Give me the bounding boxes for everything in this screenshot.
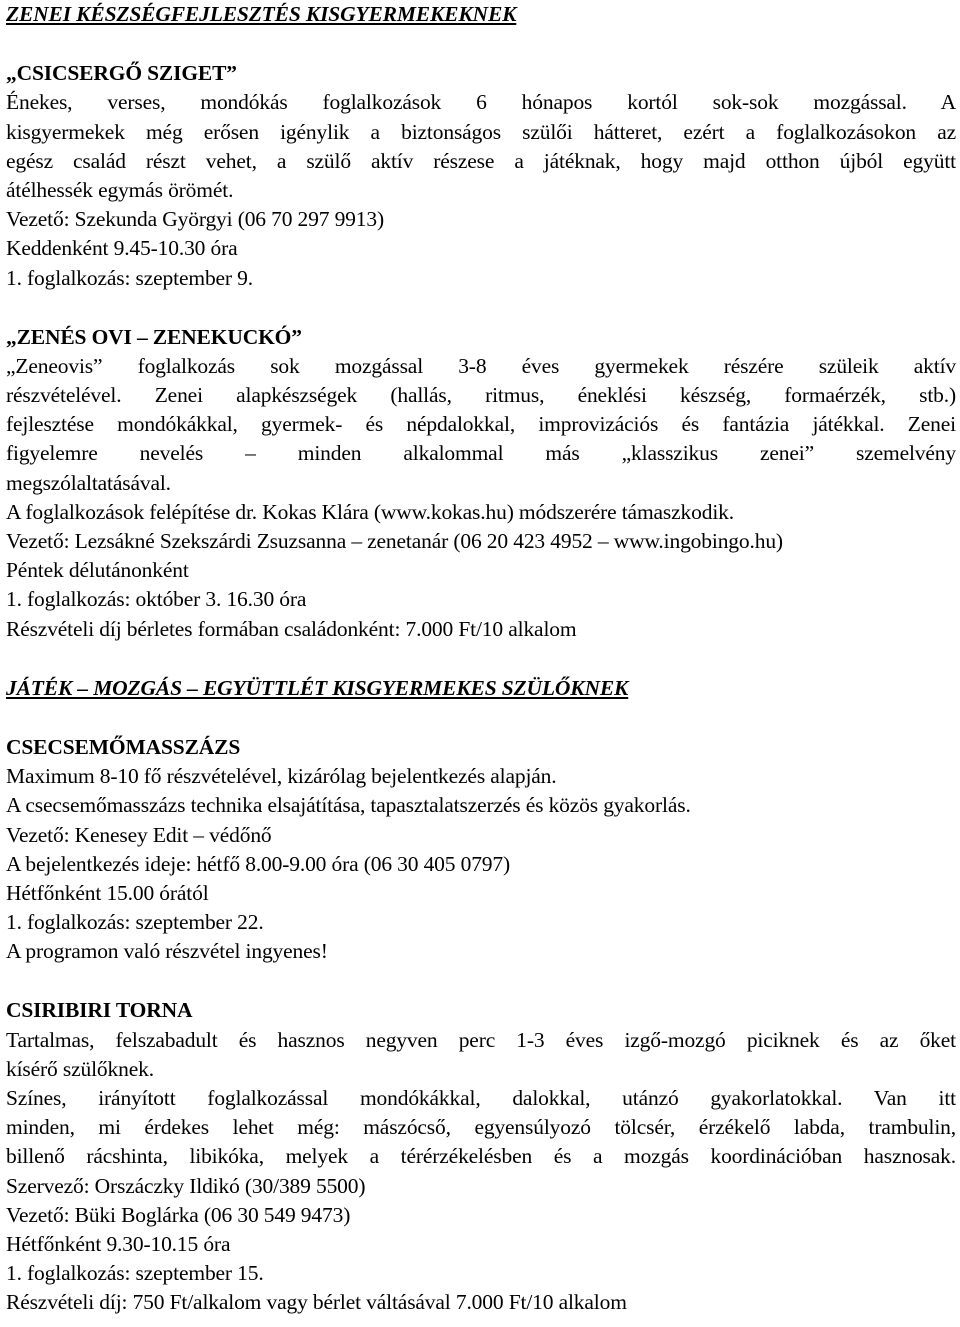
document-page (6, 0, 956, 1318)
program-text-line: fejlesztése mondókákkal, gyermek- és népdalokkal, improvizációs és fantázia játékkal. Zenei (6, 412, 956, 437)
program-text-line: kisgyermekek még erősen igénylik a biztonságos szülői hátteret, ezért a foglalkozásokon az (6, 119, 956, 144)
program-first-session: 1. foglalkozás: szeptember 22. (6, 910, 264, 935)
program-fee: Részvételi díj bérletes formában családonként: 7.000 Ft/10 alkalom (6, 616, 577, 641)
program-text-line: részvételével. Zenei alapkészségek (hallás, ritmus, éneklési készség, formaérzék, stb.) (6, 383, 956, 408)
program-first-session: 1. foglalkozás: október 3. 16.30 óra (6, 587, 307, 612)
program-first-session: 1. foglalkozás: szeptember 15. (6, 1261, 264, 1286)
section-heading: JÁTÉK – MOZGÁS – EGYÜTTLÉT KISGYERMEKES SZÜLŐKNEK (6, 675, 629, 700)
spacer (6, 703, 956, 733)
spacer (6, 29, 956, 59)
program-text-line: Énekes, verses, mondókás foglalkozások 6 hónapos kortól sok-sok mozgással. A (6, 90, 956, 115)
program-text-line: átélhessék egymás örömét. (6, 177, 234, 202)
program-text-line: „Zeneovis” foglalkozás sok mozgással 3-8 éves gyermekek részére szüleik aktív (6, 353, 956, 378)
program-leader: Vezető: Lezsákné Szekszárdi Zsuzsanna – zenetanár (06 20 423 4952 – www.ingobingo.hu) (6, 529, 783, 553)
program-text-line: A foglalkozások felépítése dr. Kokas Klára (www.kokas.hu) módszerére támaszkodik. (6, 499, 734, 524)
program-text-line: A csecsemőmasszázs technika elsajátítása, tapasztalatszerzés és közös gyakorlás. (6, 793, 691, 818)
program-schedule: Keddenként 9.45-10.30 óra (6, 236, 238, 261)
spacer (6, 966, 956, 996)
program-title: „CSICSERGŐ SZIGET” (6, 61, 237, 86)
program-text-line: minden, mi érdekes lehet még: mászócső, egyensúlyozó tölcsér, érzékelő labda, trambulin, (6, 1115, 956, 1140)
spacer (6, 293, 956, 323)
program-leader: Vezető: Szekunda Györgyi (06 70 297 9913) (6, 207, 384, 232)
program-fee: A programon való részvétel ingyenes! (6, 939, 328, 964)
program-leader: Vezető: Kenesey Edit – védőnő (6, 822, 272, 847)
program-text-line: figyelemre nevelés – minden alkalommal más „klasszikus zenei” szemelvény (6, 441, 956, 466)
program-text-line: egész család részt vehet, a szülő aktív részese a játéknak, hogy majd otthon újból együtt (6, 148, 956, 173)
program-leader: Vezető: Büki Boglárka (06 30 549 9473) (6, 1202, 351, 1227)
program-text-line: billenő rácshinta, libikóka, melyek a térérzékelésben és a mozgás koordinációban hasznosak. (6, 1144, 956, 1169)
program-text-line: kísérő szülőknek. (6, 1056, 154, 1081)
program-fee: Részvételi díj: 750 Ft/alkalom vagy bérlet váltásával 7.000 Ft/10 alkalom (6, 1290, 627, 1315)
program-title: CSECSEMŐMASSZÁZS (6, 734, 241, 759)
program-title: „ZENÉS OVI – ZENEKUCKÓ” (6, 324, 302, 349)
program-organizer: Szervező: Orszáczky Ildikó (30/389 5500) (6, 1173, 366, 1198)
program-text-line: Maximum 8-10 fő részvételével, kizárólag bejelentkezés alapján. (6, 764, 557, 789)
program-text-line: Tartalmas, felszabadult és hasznos negyven perc 1-3 éves izgő-mozgó piciknek és az őket (6, 1027, 956, 1052)
spacer (6, 644, 956, 674)
section-heading: ZENEI KÉSZSÉGFEJLESZTÉS KISGYERMEKEKNEK (6, 2, 517, 26)
program-text-line: megszólaltatásával. (6, 470, 171, 495)
program-registration: A bejelentkezés ideje: hétfő 8.00-9.00 óra (06 30 405 0797) (6, 851, 511, 876)
program-first-session: 1. foglalkozás: szeptember 9. (6, 265, 253, 290)
program-text-line: Színes, irányított foglalkozással mondókákkal, dalokkal, utánzó gyakorlatokkal. Van itt (6, 1086, 956, 1110)
program-schedule: Péntek délutánonként (6, 558, 189, 583)
program-title: CSIRIBIRI TORNA (6, 998, 193, 1023)
program-schedule: Hétfőnként 9.30-10.15 óra (6, 1231, 231, 1256)
program-schedule: Hétfőnként 15.00 órától (6, 880, 209, 905)
